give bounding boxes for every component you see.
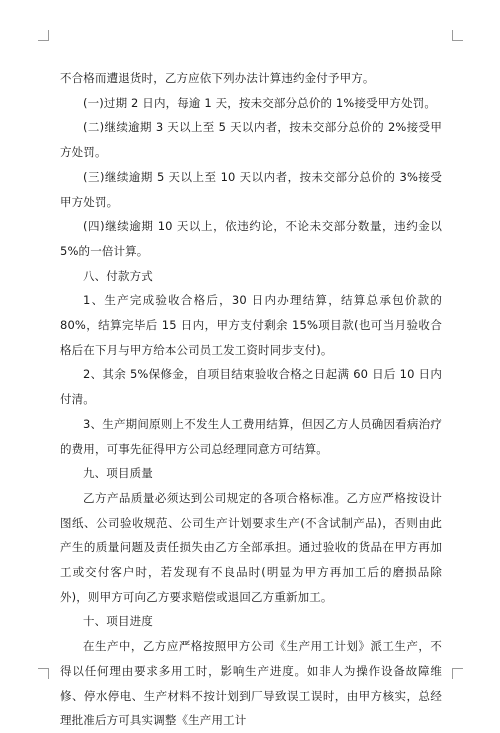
penalty-item-4: (四)继续逾期 10 天以上，依违约论，不论未交部分数量，违约金以 5%的一倍计算。 xyxy=(60,219,442,258)
section-heading-payment: 八、付款方式 xyxy=(83,268,153,283)
paragraph: 不合格而遭退货时，乙方应依下列办法计算违约金付予甲方。 xyxy=(60,71,375,85)
crop-mark-bottom-right xyxy=(452,668,463,679)
section-heading-progress: 十、项目进度 xyxy=(83,614,153,629)
payment-item-2: 2、其余 5%保修金，自项目结束验收合格之日起满 60 日后 10 日内付清。 xyxy=(60,367,442,407)
section-heading-quality: 九、项目质量 xyxy=(83,466,153,481)
document-body xyxy=(60,66,442,733)
crop-mark-top-right xyxy=(452,30,463,41)
penalty-item-3: (三)继续逾期 5 天以上至 10 天以内者，按未交部分总价的 3%接受甲方处罚。 xyxy=(60,169,442,209)
payment-item-1: 1、生产完成验收合格后，30 日内办理结算，结算总承包价款的 80%，结算完毕后 15 日内，甲方支付剩余 15%项目款(也可当月验收合格后在下月与甲方给本公司员工发工资时同步支付)。 xyxy=(60,293,442,357)
penalty-item-1: (一)过期 2 日内，每逾 1 天，按未交部分总价的 1%接受甲方处罚。 xyxy=(83,95,437,110)
crop-mark-top-left xyxy=(38,30,49,41)
crop-mark-bottom-left xyxy=(38,668,49,679)
payment-item-3: 3、生产期间原则上不发生人工费用结算，但因乙方人员确因看病治疗的费用，可事先征得甲方公司总经理同意方可结算。 xyxy=(60,416,442,456)
quality-paragraph: 乙方产品质量必须达到公司规定的各项合格标准。乙方应严格按设计图纸、公司验收规范、公司生产计划要求生产(不含试制产品)，否则由此产生的质量问题及责任损失由乙方全部承担。通过验收的货品在甲方再加工或交付客户时，若发现有不良品时(明显为甲方再加工后的磨损品除外)，则甲方可向乙方要求赔偿或退回乙方重新加工。 xyxy=(60,490,442,604)
penalty-item-2: (二)继续逾期 3 天以上至 5 天以内者，按未交部分总价的 2%接受甲方处罚。 xyxy=(60,120,442,160)
progress-paragraph: 在生产中，乙方应严格按照甲方公司《生产用工计划》派工生产，不得以任何理由要求多用工时，影响生产进度。如非人为操作设备故障维修、停水停电、生产材料不按计划到厂导致误工误时，由甲方核实，总经理批准后方可具实调整《生产用工计 xyxy=(60,639,442,728)
